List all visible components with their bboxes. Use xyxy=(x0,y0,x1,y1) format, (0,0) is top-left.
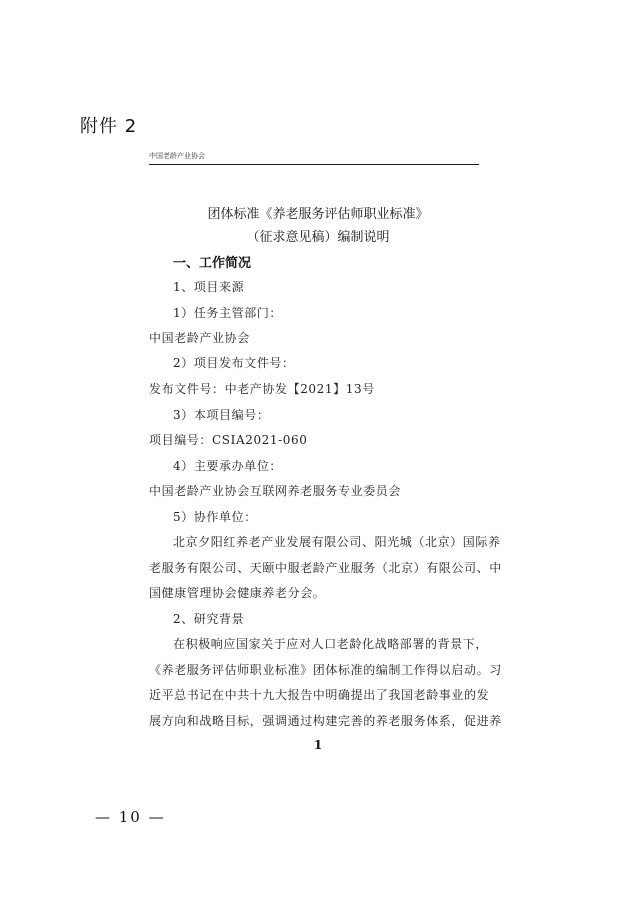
item-authority-value: 中国老龄产业协会 xyxy=(149,331,250,345)
paragraph-line: 老服务有限公司、天颐中服老龄产业服务（北京）有限公司、中 xyxy=(149,561,502,575)
item-project-code-value: 项目编号：CSIA2021-060 xyxy=(149,433,308,447)
paragraph-line: 近平总书记在中共十九大报告中明确提出了我国老龄事业的发 xyxy=(149,688,490,702)
section-heading: 一、工作简况 xyxy=(173,256,252,271)
attachment-label: 附件 2 xyxy=(80,116,138,137)
paragraph-line: 《养老服务评估师职业标准》团体标准的编制工作得以启动。习 xyxy=(149,663,502,677)
paragraph-line: 在积极响应国家关于应对人口老龄化战略部署的背景下， xyxy=(173,637,489,651)
item-undertaker-label: 4）主要承办单位： xyxy=(173,459,283,473)
document-title: 团体标准《养老服务评估师职业标准》 xyxy=(207,207,429,222)
footer-page-number: — 10 — xyxy=(95,808,166,826)
paragraph-line: 展方向和战略目标，强调通过构建完善的养老服务体系，促进养 xyxy=(149,714,502,728)
inner-page-number: 1 xyxy=(313,738,323,752)
item-doc-number-label: 2）项目发布文件号： xyxy=(173,356,295,370)
header-divider xyxy=(149,164,479,165)
paragraph-line: 北京夕阳红养老产业发展有限公司、阳光城（北京）国际养 xyxy=(173,535,501,549)
paragraph-line: 国健康管理协会健康养老分会。 xyxy=(149,586,326,600)
subsection-project-source: 1、项目来源 xyxy=(173,280,245,294)
item-undertaker-value: 中国老龄产业协会互联网养老服务专业委员会 xyxy=(149,484,402,498)
document-subtitle: （征求意见稿）编制说明 xyxy=(246,230,390,245)
item-doc-number-value: 发布文件号：中老产协发【2021】13号 xyxy=(149,382,375,396)
item-authority-label: 1）任务主管部门： xyxy=(173,306,283,320)
subsection-background: 2、研究背景 xyxy=(173,612,245,626)
item-partners-label: 5）协作单位： xyxy=(173,510,257,524)
item-project-code-label: 3）本项目编号： xyxy=(173,408,270,422)
header-organization: 中国老龄产业协会 xyxy=(149,152,205,160)
